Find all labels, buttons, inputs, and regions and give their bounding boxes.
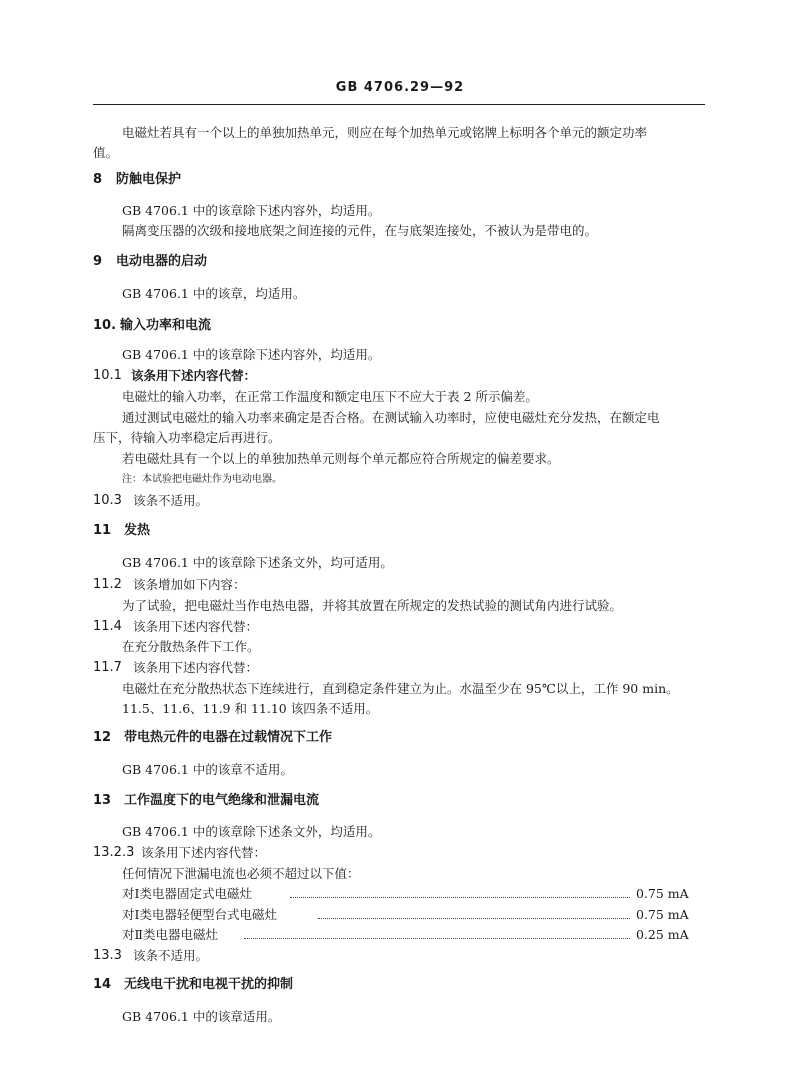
leakage-row-value: 0.25 mA [636, 927, 689, 942]
leakage-row-value: 0.75 mA [636, 886, 689, 901]
clause-number: 13.2.3 [93, 845, 135, 860]
paragraph-line: GB 4706.1 中的该章除下述内容外，均适用。 [122, 203, 381, 218]
section-title: 无线电干扰和电视干扰的抑制 [124, 977, 294, 992]
paragraph-line: GB 4706.1 中的该章除下述条文外，均可适用。 [122, 555, 393, 570]
clause-text: 该条用下述内容代替： [133, 660, 259, 675]
paragraph-line: 若电磁灶具有一个以上的单独加热单元则每个单元都应符合所规定的偏差要求。 [122, 451, 560, 466]
section-number: 12 [93, 730, 112, 745]
clause-number: 13.3 [93, 948, 122, 963]
note-line: 注：本试验把电磁灶作为电动电器。 [122, 474, 282, 485]
paragraph-line: 11.5、11.6、11.9 和 11.10 该四条不适用。 [122, 701, 379, 716]
clause-number: 10.3 [93, 493, 122, 508]
section-number: 8 [93, 172, 103, 187]
clause-text: 该条用下述内容代替： [131, 368, 257, 383]
clause-text: 该条用下述内容代替： [141, 845, 267, 860]
section-number: 11 [93, 523, 112, 538]
clause-number: 11.2 [93, 577, 122, 592]
section-title: 输入功率和电流 [120, 318, 212, 333]
paragraph-line: 电磁灶若具有一个以上的单独加热单元，则应在每个加热单元或铭牌上标明各个单元的额定功率 [122, 125, 648, 140]
paragraph-line: 在充分散热条件下工作。 [122, 639, 260, 654]
section-title: 电动电器的启动 [116, 254, 208, 269]
clause-text: 该条增加如下内容： [133, 577, 246, 592]
paragraph-line: GB 4706.1 中的该章，均适用。 [122, 286, 306, 301]
leakage-row-value: 0.75 mA [636, 907, 689, 922]
dot-leader [290, 897, 630, 898]
section-number: 13 [93, 793, 112, 808]
section-number: 9 [93, 254, 103, 269]
clause-text: 该条不适用。 [133, 493, 209, 508]
leakage-row-label: 对Ⅰ类电器轻便型台式电磁灶 [122, 907, 277, 922]
paragraph-line: 任何情况下泄漏电流也必须不超过以下值： [122, 866, 360, 881]
standard-code-header: GB 4706.29—92 [335, 80, 465, 95]
section-title: 防触电保护 [116, 172, 182, 187]
clause-number: 10.1 [93, 368, 122, 383]
dot-leader [244, 938, 630, 939]
section-number: 14 [93, 977, 112, 992]
clause-number: 11.4 [93, 619, 122, 634]
paragraph-line: GB 4706.1 中的该章除下述内容外，均适用。 [122, 347, 381, 362]
leakage-row-label: 对Ⅱ类电器电磁灶 [122, 927, 218, 942]
dot-leader [318, 918, 630, 919]
section-number: 10. [93, 318, 117, 333]
header-rule [93, 104, 705, 105]
section-title: 发热 [124, 523, 151, 538]
clause-text: 该条不适用。 [133, 948, 209, 963]
paragraph-line: 隔离变压器的次级和接地底架之间连接的元件，在与底架连接处，不被认为是带电的。 [122, 223, 598, 238]
paragraph-line: 为了试验，把电磁灶当作电热电器，并将其放置在所规定的发热试验的测试角内进行试验。 [122, 598, 623, 613]
paragraph-line: 电磁灶在充分散热状态下连续进行，直到稳定条件建立为止。水温至少在 95℃以上，工作 90 min。 [122, 681, 679, 696]
paragraph-line: GB 4706.1 中的该章除下述条文外，均适用。 [122, 824, 381, 839]
section-title: 工作温度下的电气绝缘和泄漏电流 [124, 793, 320, 808]
clause-text: 该条用下述内容代替： [133, 619, 259, 634]
paragraph-line: 压下，待输入功率稳定后再进行。 [93, 430, 281, 445]
leakage-row-label: 对Ⅰ类电器固定式电磁灶 [122, 886, 252, 901]
paragraph-line: 值。 [93, 145, 119, 160]
paragraph-line: 电磁灶的输入功率，在正常工作温度和额定电压下不应大于表 2 所示偏差。 [122, 389, 538, 404]
clause-number: 11.7 [93, 660, 122, 675]
paragraph-line: GB 4706.1 中的该章不适用。 [122, 762, 293, 777]
paragraph-line: 通过测试电磁灶的输入功率来确定是否合格。在测试输入功率时，应使电磁灶充分发热，在额定电 [122, 410, 660, 425]
paragraph-line: GB 4706.1 中的该章适用。 [122, 1009, 281, 1024]
section-title: 带电热元件的电器在过载情况下工作 [124, 730, 333, 745]
